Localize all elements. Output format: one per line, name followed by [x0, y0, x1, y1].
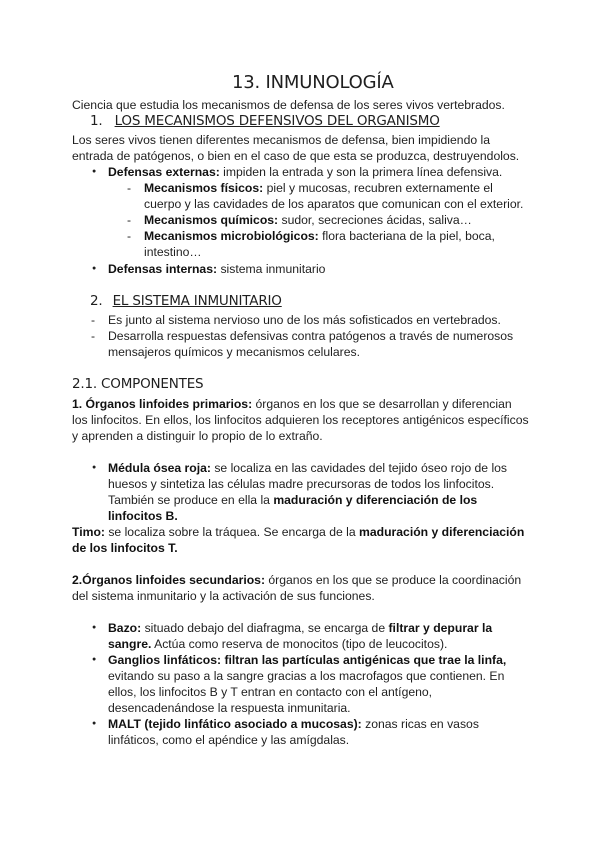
timo-line2: [72, 540, 178, 556]
medula-line4-bold: linfocitos B.: [108, 509, 178, 523]
list-item-mecanismos-microbiologicos: [144, 228, 495, 244]
bazo-label: Bazo:: [108, 621, 142, 635]
section1-para-line2: entrada de patógenos, o bien en el caso de que esta se produzca, destruyendolos.: [72, 149, 520, 163]
timo-text: se localiza sobre la tráquea. Se encarga de la: [104, 525, 360, 539]
malt-text: zonas ricas en vasos: [361, 717, 479, 731]
section21-heading: 2.1. COMPONENTES: [72, 376, 204, 392]
section2-heading: [90, 293, 282, 309]
mecanismos-microbiologicos-text: flora bacteriana de la piel, boca,: [318, 229, 495, 243]
list-item-mecanismos-fisicos: [144, 180, 493, 196]
timo-line1: [72, 524, 524, 540]
secundarios-label: 2.Órganos linfoides secundarios:: [72, 573, 266, 587]
ganglios-line3: ellos, los linfocitos B y T entran en contacto con el antígeno,: [108, 685, 433, 699]
secundarios-text: órganos en los que se produce la coordinación: [265, 573, 522, 587]
primarios-text: órganos en los que se desarrollan y diferencian: [252, 397, 512, 411]
list-item-defensas-internas: [108, 261, 325, 277]
primarios-line3: y aprenden a distinguir lo propio de lo extraño.: [72, 429, 323, 443]
primarios-label: 1. Órganos linfoides primarios:: [72, 397, 253, 411]
medula-line3: [108, 492, 477, 508]
medula-text: se localiza en las cavidades del tejido óseo rojo de los: [210, 461, 508, 475]
section2-item1: - Es junto al sistema nervioso uno de los más sofisticados en vertebrados.: [108, 312, 501, 328]
medula-line4: [108, 508, 178, 524]
section1-para-line1: Los seres vivos tienen diferentes mecanismos de defensa, bien impidiendo la: [72, 133, 490, 147]
bazo-line2-text: Actúa como reserva de monocitos (tipo de leucocitos).: [151, 637, 448, 651]
timo-bold: maduración y diferenciación: [359, 525, 525, 539]
medula-line3-bold: maduración y diferenciación de los: [273, 493, 478, 507]
bazo-line2: [108, 636, 447, 652]
mecanismos-fisicos-label: Mecanismos físicos:: [144, 181, 264, 195]
defensas-internas-label: Defensas internas:: [108, 262, 218, 276]
section2-number: 2.: [90, 293, 103, 309]
list-item-bazo: [108, 620, 492, 636]
bazo-text: situado debajo del diafragma, se encarga de: [141, 621, 389, 635]
list-item-medula: [108, 460, 507, 476]
medula-label: Médula ósea roja:: [108, 461, 211, 475]
timo-label: Timo:: [72, 525, 105, 539]
medula-line3-text: También se produce en ella la: [108, 493, 274, 507]
secundarios-line2: del sistema inmunitario y la activación de sus funciones.: [72, 589, 375, 603]
section2-item2-line2: mensajeros químicos y mecanismos celulares.: [108, 345, 360, 359]
list-item-mecanismos-quimicos: [144, 212, 472, 228]
mecanismos-microbiologicos-line2: intestino…: [144, 245, 202, 259]
section1-title: LOS MECANISMOS DEFENSIVOS DEL ORGANISMO: [114, 113, 440, 129]
ganglios-line4: desencadenándose la respuesta inmunitaria.: [108, 701, 351, 715]
primarios-line1: [72, 396, 512, 412]
primarios-line2: los linfocitos. En ellos, los linfocitos adquieren los receptores antigénicos específicos: [72, 413, 529, 427]
timo-line2-bold: de los linfocitos T.: [72, 541, 178, 555]
list-item-ganglios: [108, 652, 506, 668]
mecanismos-quimicos-text: sudor, secreciones ácidas, saliva…: [278, 213, 472, 227]
mecanismos-quimicos-label: Mecanismos químicos:: [144, 213, 279, 227]
malt-label: MALT (tejido linfático asociado a mucosas):: [108, 717, 362, 731]
section2-item2: - Desarrolla respuestas defensivas contra patógenos a través de numerosos: [108, 328, 513, 344]
section1-number: 1.: [90, 113, 103, 129]
medula-line2: huesos y sintetiza las células madre precursoras de todos los linfocitos.: [108, 477, 495, 491]
intro-text: Ciencia que estudia los mecanismos de defensa de los seres vivos vertebrados.: [72, 98, 505, 112]
mecanismos-fisicos-line2: cuerpo y las cavidades de los aparatos que comunican con el exterior.: [144, 197, 524, 211]
bazo-bold: filtrar y depurar la: [388, 621, 493, 635]
ganglios-label: Ganglios linfáticos: filtran las partículas antigénicas que trae la linfa,: [108, 653, 507, 667]
section1-heading: [90, 113, 440, 129]
defensas-externas-label: Defensas externas:: [108, 165, 220, 179]
list-item-defensas-externas: [108, 164, 502, 180]
section2-title: EL SISTEMA INMUNITARIO: [112, 293, 282, 309]
malt-line2: linfáticos, como el apéndice y las amígdalas.: [108, 733, 350, 747]
page-title: 13. INMUNOLOGÍA: [232, 72, 394, 93]
secundarios-line1: [72, 572, 521, 588]
ganglios-line2: evitando su paso a la sangre gracias a los macrofagos que contienen. En: [108, 669, 505, 683]
list-item-malt: [108, 716, 479, 732]
defensas-internas-text: sistema inmunitario: [217, 262, 326, 276]
mecanismos-fisicos-text: piel y mucosas, recubren externamente el: [263, 181, 493, 195]
defensas-externas-text: impiden la entrada y son la primera línea defensiva.: [219, 165, 503, 179]
bazo-line2-bold: sangre.: [108, 637, 152, 651]
mecanismos-microbiologicos-label: Mecanismos microbiológicos:: [144, 229, 319, 243]
